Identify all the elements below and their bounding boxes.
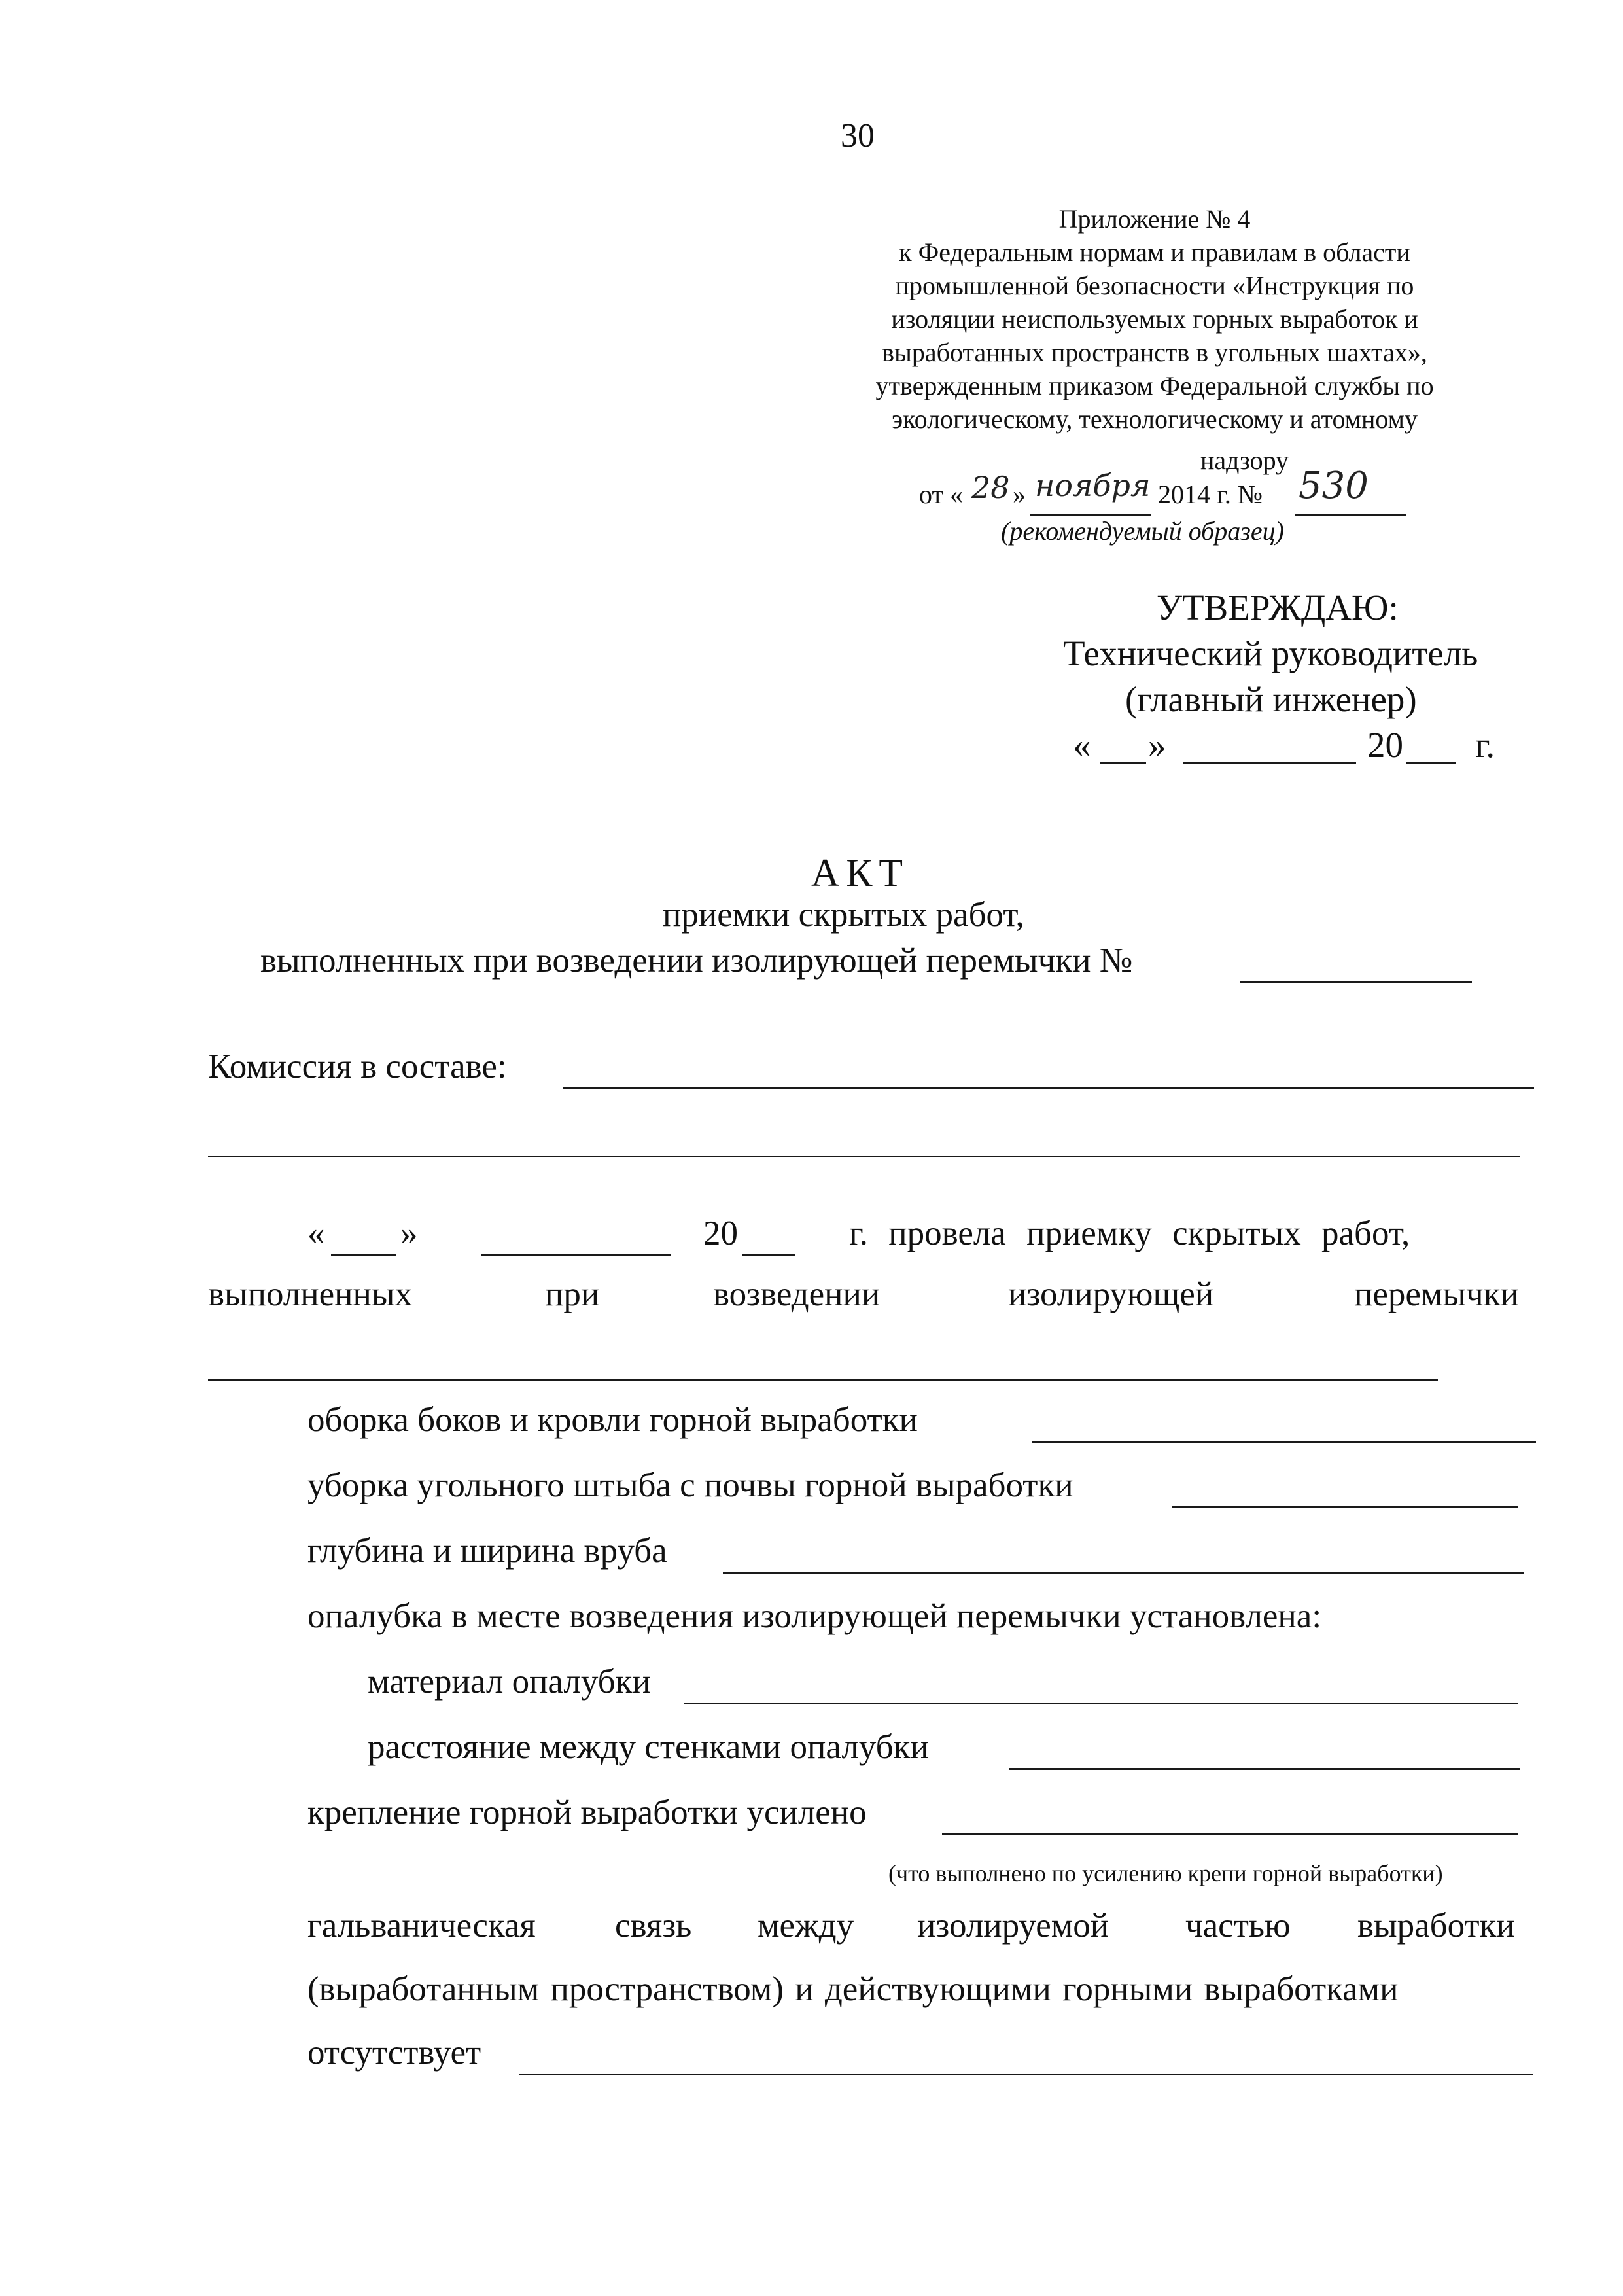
item-trimming-blank [1032,1441,1536,1443]
acceptance-word: при [545,1275,600,1313]
acceptance-day-blank [331,1254,396,1256]
item-formwork-material: материал опалубки [368,1663,651,1701]
item-trimming: оборка боков и кровли горной выработки [307,1401,918,1439]
galvanic-blank [519,2074,1533,2075]
approval-date-close: » [1148,725,1166,765]
acceptance-word: возведении [713,1275,881,1313]
acceptance-word: изолирующей [1008,1275,1214,1313]
galvanic-line-2: (выработанным пространством) и действующими горными выработками [307,1970,1399,2008]
galvanic-absent: отсутствует [307,2034,481,2072]
acceptance-month-blank [481,1254,671,1256]
appendix-date-mid: » [1013,480,1026,509]
commission-label: Комиссия в составе: [208,1048,507,1086]
appendix-line: выработанных пространств в угольных шахтах», [882,338,1427,367]
handwritten-order-number: 530 [1299,465,1369,507]
item-cut-depth: глубина и ширина вруба [307,1532,667,1570]
support-note: (что выполнено по усилению крепи горной выработки) [888,1860,1443,1886]
commission-blank-1 [563,1087,1534,1089]
approval-heading: УТВЕРЖДАЮ: [1157,588,1399,627]
appendix-line: Приложение № 4 [1058,204,1251,234]
approval-year-prefix: 20 [1367,725,1403,765]
item-support: крепление горной выработки усилено [307,1793,867,1831]
appendix-line: к Федеральным нормам и правилам в области [899,238,1410,267]
appendix-line: утвержденным приказом Федеральной службы по [875,371,1434,400]
handwritten-month: ноября [1035,468,1151,503]
approval-year-blank [1406,762,1456,764]
item-formwork: опалубка в месте возведения изолирующей перемычки установлена: [307,1597,1322,1635]
acceptance-word: выполненных [208,1275,412,1313]
appendix-line: экологическому, технологическому и атомному [892,404,1418,434]
approval-year-suffix: г. [1475,725,1495,765]
acceptance-quote-close: » [400,1214,418,1252]
galvanic-word: между [758,1907,854,1945]
act-subtitle: приемки скрытых работ, [663,896,1024,934]
approval-day-blank [1100,762,1146,764]
acceptance-quote-open: « [307,1214,325,1252]
approval-date-open: « [1073,725,1091,765]
galvanic-word: изолируемой [917,1907,1109,1945]
sample-note: (рекомендуемый образец) [1001,516,1284,546]
acceptance-year: 20 [703,1214,738,1252]
commission-blank-2 [208,1156,1520,1157]
order-underline [1295,514,1406,516]
appendix-line: промышленной безопасности «Инструкция по [895,271,1414,300]
jumper-number-blank [1240,981,1472,983]
galvanic-word: связь [615,1907,692,1945]
act-title: АКТ [811,851,909,894]
item-cleanup: уборка угольного штыба с почвы горной выработки [307,1466,1073,1504]
acceptance-year-blank [742,1254,795,1256]
item-cut-depth-blank [723,1572,1524,1574]
appendix-date-prefix: от « [919,480,963,509]
page-number: 30 [841,117,875,154]
item-formwork-distance: расстояние между стенками опалубки [368,1728,929,1766]
act-subtitle-2: выполненных при возведении изолирующей перемычки № [260,942,1133,980]
acceptance-word: перемычки [1354,1275,1519,1313]
galvanic-word: гальваническая [307,1907,536,1945]
approval-month-blank [1183,762,1356,764]
approval-position: Технический руководитель [1063,633,1478,673]
item-cleanup-blank [1172,1506,1518,1508]
appendix-line: изоляции неиспользуемых горных выработок и [891,304,1418,334]
appendix-date-year: 2014 г. № [1158,480,1263,509]
item-formwork-distance-blank [1009,1768,1520,1770]
galvanic-word: частью [1185,1907,1291,1945]
appendix-line: надзору [1200,446,1289,475]
handwritten-day: 28 [971,470,1010,505]
item-formwork-material-blank [684,1703,1518,1704]
acceptance-blank [208,1379,1438,1381]
galvanic-word: выработки [1357,1907,1515,1945]
acceptance-text: г. провела приемку скрытых работ, [849,1214,1410,1252]
item-support-blank [942,1833,1518,1835]
approval-position-alt: (главный инженер) [1125,679,1417,719]
